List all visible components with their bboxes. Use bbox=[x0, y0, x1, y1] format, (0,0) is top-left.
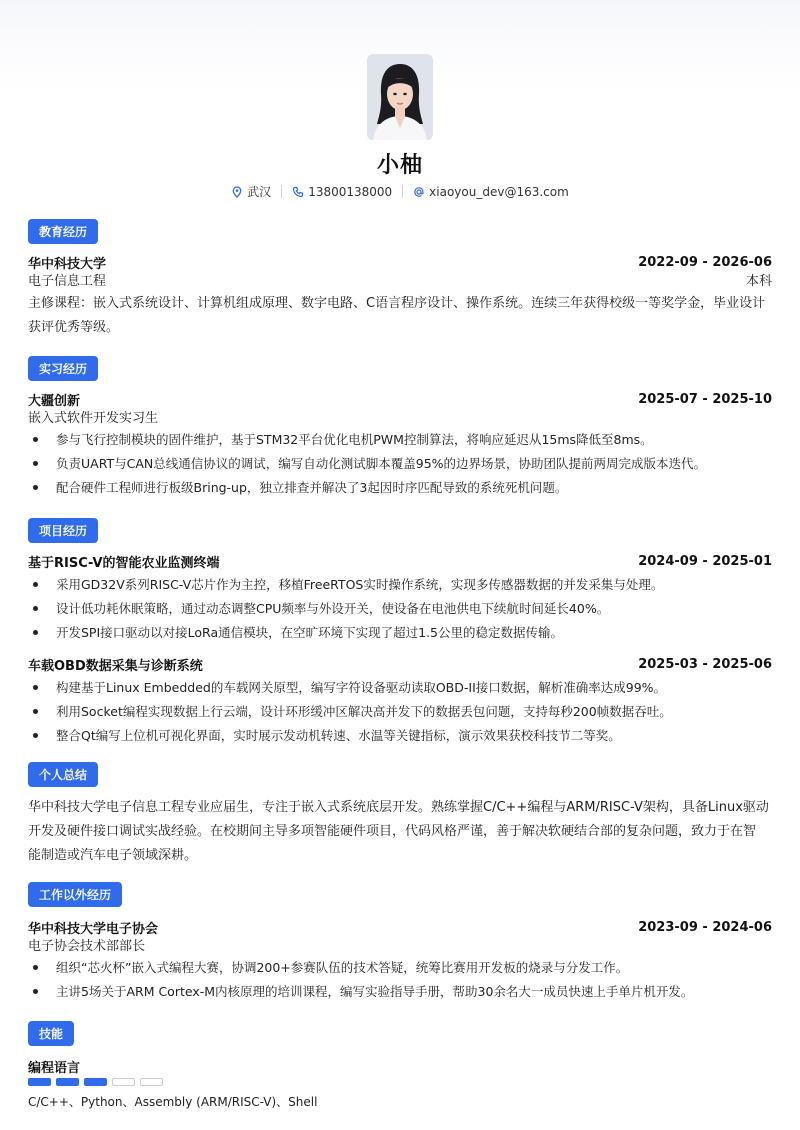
bullet-text: 采用GD32V系列RISC-V芯片作为主控，移植FreeRTOS实时操作系统，实现多传感器数据的并发采集与处理。 bbox=[56, 577, 664, 592]
bullet-text: 配合硬件工程师进行板级Bring-up，独立排查并解决了3起因时序匹配导致的系统死机问题。 bbox=[56, 480, 568, 495]
email-at-icon bbox=[413, 186, 425, 198]
section-badge-projects: 项目经历 bbox=[28, 518, 98, 543]
skill-header bbox=[28, 1057, 772, 1076]
skill-level-segment bbox=[84, 1078, 107, 1086]
project-title: 车载OBD数据采集与诊断系统 bbox=[28, 659, 203, 674]
bullet-dot bbox=[33, 582, 38, 587]
summary-line: 能制造或汽车电子领域深耕。 bbox=[28, 848, 198, 863]
bullet-dot bbox=[33, 685, 38, 690]
email-text[interactable]: xiaoyou_dev@163.com bbox=[429, 184, 569, 199]
list-item bbox=[28, 599, 772, 617]
contact-phone bbox=[282, 185, 402, 199]
skill-category: 编程语言 bbox=[28, 1061, 81, 1076]
section-badge-summary: 个人总结 bbox=[28, 762, 98, 787]
bullet-text: 设计低功耗休眠策略，通过动态调整CPU频率与外设开关，使设备在电池供电下续航时间延长40%。 bbox=[56, 601, 610, 616]
project-date: 2024-09 - 2025-01 bbox=[638, 554, 772, 569]
project-date: 2025-03 - 2025-06 bbox=[638, 657, 772, 672]
summary-text bbox=[28, 796, 772, 868]
phone-icon bbox=[292, 186, 304, 198]
profile-photo bbox=[367, 54, 433, 140]
project-header bbox=[28, 552, 772, 571]
major: 电子信息工程 bbox=[28, 274, 107, 289]
bullet-text: 主讲5场关于ARM Cortex-M内核原理的培训课程，编写实验指导手册，帮助30余名大一成员快速上手单片机开发。 bbox=[56, 984, 694, 999]
education-subheader bbox=[28, 270, 772, 289]
section-badge-education: 教育经历 bbox=[28, 219, 98, 244]
list-item bbox=[28, 454, 772, 472]
bullet-dot bbox=[33, 989, 38, 994]
extra-subheader bbox=[28, 935, 772, 954]
bullet-dot bbox=[33, 606, 38, 611]
bullet-text: 组织“芯火杯”嵌入式编程大赛，协调200+参赛队伍的技术答疑，统筹比赛用开发板的烧录与分发工作。 bbox=[56, 960, 629, 975]
skill-level-meter bbox=[28, 1078, 163, 1086]
internship-subheader bbox=[28, 407, 772, 426]
extra-role: 电子协会技术部部长 bbox=[28, 939, 146, 954]
summary-line: 华中科技大学电子信息工程专业应届生，专注于嵌入式系统底层开发。熟练掌握C/C++编程与ARM/RISC-V架构，具备Linux驱动 bbox=[28, 800, 769, 815]
project-title: 基于RISC-V的智能农业监测终端 bbox=[28, 556, 220, 571]
company-name: 大疆创新 bbox=[28, 394, 81, 409]
degree: 本科 bbox=[745, 274, 772, 289]
project-header bbox=[28, 655, 772, 674]
skill-level-segment bbox=[140, 1078, 163, 1086]
list-item bbox=[28, 958, 772, 976]
candidate-name: 小柚 bbox=[376, 153, 423, 178]
list-item bbox=[28, 575, 772, 593]
skill-level-segment bbox=[112, 1078, 135, 1086]
bullet-text: 利用Socket编程实现数据上行云端，设计环形缓冲区解决高并发下的数据丢包问题，支持每秒200帧数据吞吐。 bbox=[56, 704, 672, 719]
skill-level-segment bbox=[28, 1078, 51, 1086]
skill-level-segment bbox=[56, 1078, 79, 1086]
list-item bbox=[28, 623, 772, 641]
bullet-text: 构建基于Linux Embedded的车载网关原型，编写字符设备驱动读取OBD-II接口数据，解析准确率达成99%。 bbox=[56, 680, 667, 695]
location-text: 武汉 bbox=[247, 185, 272, 199]
contact-bar bbox=[0, 183, 800, 200]
extra-date: 2023-09 - 2024-06 bbox=[638, 920, 772, 935]
education-date: 2022-09 - 2026-06 bbox=[638, 255, 772, 270]
education-description bbox=[28, 292, 772, 340]
list-item bbox=[28, 982, 772, 1000]
list-item bbox=[28, 726, 772, 744]
bullet-dot bbox=[33, 709, 38, 714]
internship-role: 嵌入式软件开发实习生 bbox=[28, 411, 159, 426]
bullet-dot bbox=[33, 630, 38, 635]
education-desc-line: 主修课程：嵌入式系统设计、计算机组成原理、数字电路、C语言程序设计、操作系统。连续三年获得校级一等奖学金，毕业设计 bbox=[28, 296, 766, 311]
phone-text[interactable]: 13800138000 bbox=[308, 184, 393, 199]
section-badge-skills: 技能 bbox=[28, 1021, 74, 1046]
bullet-dot bbox=[33, 485, 38, 490]
education-desc-line: 获评优秀等级。 bbox=[28, 320, 120, 335]
list-item bbox=[28, 430, 772, 448]
contact-location bbox=[221, 183, 281, 200]
org-name: 华中科技大学电子协会 bbox=[28, 922, 159, 937]
bullet-text: 参与飞行控制模块的固件维护，基于STM32平台优化电机PWM控制算法，将响应延迟从15ms降低至8ms。 bbox=[56, 432, 653, 447]
list-item bbox=[28, 702, 772, 720]
section-badge-internship: 实习经历 bbox=[28, 356, 98, 381]
bullet-dot bbox=[33, 437, 38, 442]
bullet-dot bbox=[33, 461, 38, 466]
summary-line: 开发及硬件接口调试实战经验。在校期间主导多项智能硬件项目，代码风格严谨，善于解决软硬结合部的复杂问题，致力于在智 bbox=[28, 824, 757, 839]
bullet-dot bbox=[33, 733, 38, 738]
bullet-text: 负责UART与CAN总线通信协议的调试，编写自动化测试脚本覆盖95%的边界场景，协助团队提前两周完成版本迭代。 bbox=[56, 456, 707, 471]
bullet-text: 整合Qt编写上位机可视化界面，实时展示发动机转速、水温等关键指标，演示效果获校科技节二等奖。 bbox=[56, 728, 621, 743]
list-item bbox=[28, 678, 772, 696]
location-pin-icon bbox=[231, 186, 243, 198]
bullet-dot bbox=[33, 965, 38, 970]
contact-email bbox=[403, 185, 579, 199]
bullet-text: 开发SPI接口驱动以对接LoRa通信模块，在空旷环境下实现了超过1.5公里的稳定数据传输。 bbox=[56, 625, 564, 640]
list-item bbox=[28, 478, 772, 496]
school-name: 华中科技大学 bbox=[28, 257, 107, 272]
internship-date: 2025-07 - 2025-10 bbox=[638, 392, 772, 407]
skill-items: C/C++、Python、Assembly (ARM/RISC-V)、Shell bbox=[28, 1095, 318, 1109]
section-badge-extra: 工作以外经历 bbox=[28, 882, 122, 907]
